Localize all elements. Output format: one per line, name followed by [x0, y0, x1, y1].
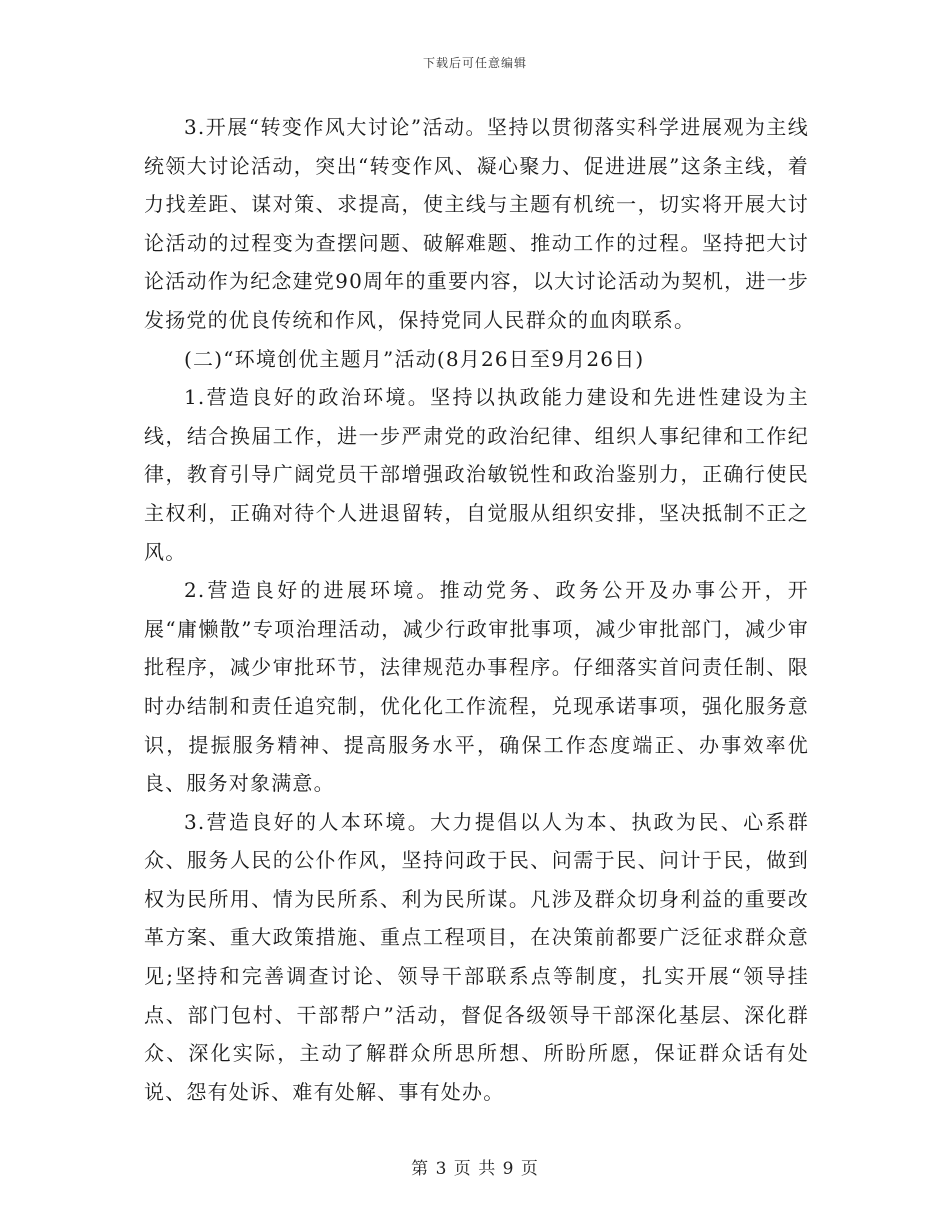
- paragraph-development-environment: 2.营造良好的进展环境。推动党务、政务公开及办事公开，开展“庸懒散”专项治理活动，减少行政审批事项，减少审批部门，减少审批程序，减少审批环节，法律规范办事程序。仔细落实首问责任制、限时办结制和责任追究制，优化化工作流程，兑现承诺事项，强化服务意识，提振服务精神、提高服务水平，确保工作态度端正、办事效率优良、服务对象满意。: [144, 578, 809, 796]
- page-footer: 第 3 页 共 9 页: [411, 1159, 539, 1179]
- paragraph-people-environment: 3.营造良好的人本环境。大力提倡以人为本、执政为民、心系群众、服务人民的公仆作风，坚持问政于民、问需于民、问计于民，做到权为民所用、情为民所系、利为民所谋。凡涉及群众切身利益的重要改革方案、重大政策措施、重点工程项目，在决策前都要广泛征求群众意见;坚持和完善调查讨论、领导干部联系点等制度，扎实开展“领导挂点、部门包村、干部帮户”活动，督促各级领导干部深化基层、深化群众、深化实际，主动了解群众所思所想、所盼所愿，保证群众话有处说、怨有处诉、难有处解、事有处办。: [144, 809, 809, 1104]
- page-header: 下载后可任意编辑: [422, 56, 527, 70]
- document-body: [144, 108, 809, 1111]
- paragraph-discussion-activity: 3.开展“转变作风大讨论”活动。坚持以贯彻落实科学进展观为主线统领大讨论活动，突出“转变作风、凝心聚力、促进进展”这条主线，着力找差距、谋对策、求提高，使主线与主题有机统一，切实将开展大讨论活动的过程变为查摆问题、破解难题、推动工作的过程。坚持把大讨论活动作为纪念建党90周年的重要内容，以大讨论活动为契机，进一步发扬党的优良传统和作风，保持党同人民群众的血肉联系。: [144, 115, 809, 332]
- section-heading-environment-month: (二)“环境创优主题月”活动(8月26日至9月26日): [184, 346, 645, 371]
- paragraph-political-environment: 1.营造良好的政治环境。坚持以执政能力建设和先进性建设为主线，结合换届工作，进一步严肃党的政治纪律、组织人事纪律和工作纪律，教育引导广阔党员干部增强政治敏锐性和政治鉴别力，正确行使民主权利，正确对待个人进退留转，自觉服从组织安排，坚决抵制不正之风。: [144, 385, 809, 564]
